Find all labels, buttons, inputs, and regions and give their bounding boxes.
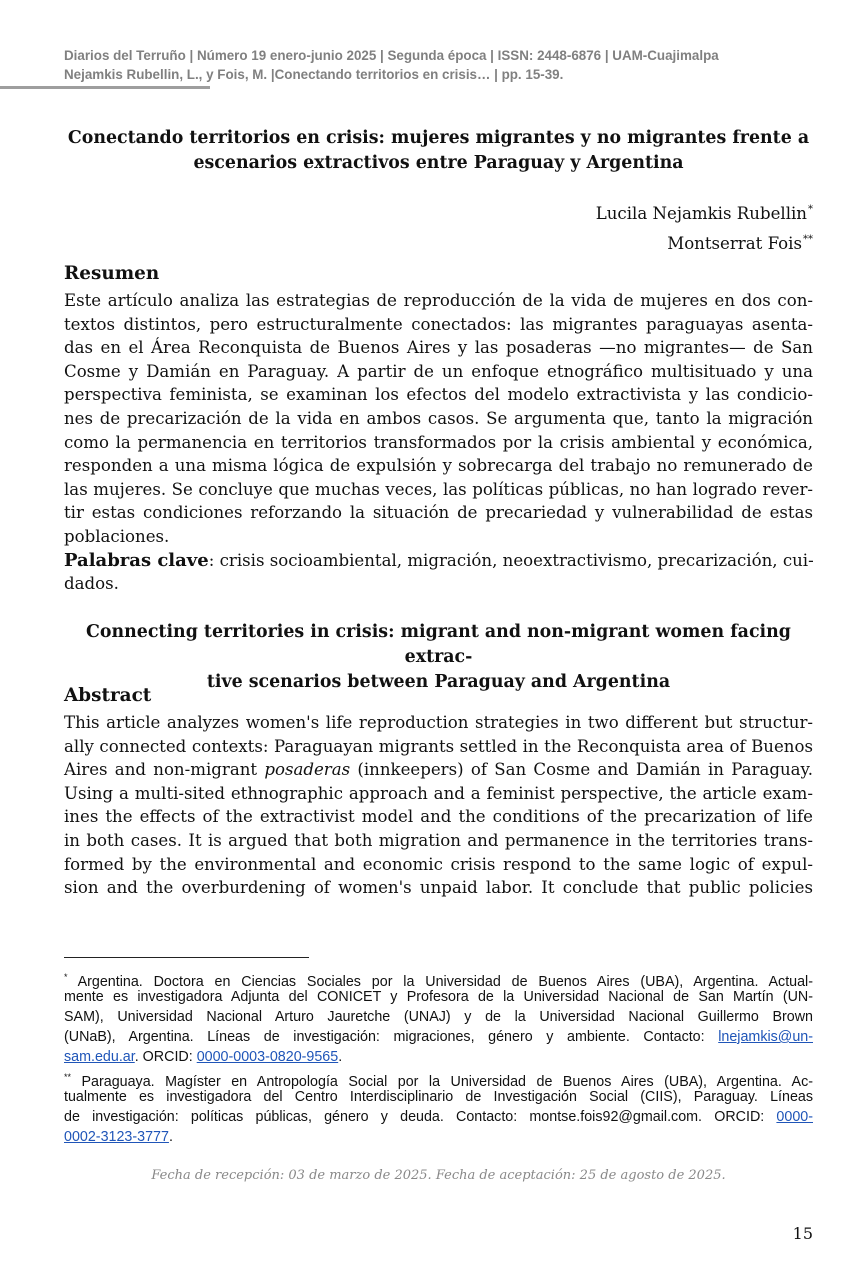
title-es-line-1: Conectando territorios en crisis: mujeres migrantes y no migrantes frente a: [67, 128, 810, 148]
orcid-label: . ORCID:: [134, 1049, 197, 1065]
header-rule: [0, 86, 210, 89]
resumen-line: responden a una misma lógica de expulsión y sobrecarga del trabajo no remunerado de: [64, 456, 813, 476]
running-header-line-2: Nejamkis Rubellin, L., y Fois, M. |Conectando territorios en crisis… | pp. 15-39.: [64, 67, 564, 82]
running-header-line-1: [64, 46, 824, 65]
abstract-line-3-a: Aires and non-migrant: [64, 760, 265, 780]
abstract-line: ines the effects of the extractivist model and the conditions of the precarization of life: [64, 807, 813, 827]
resumen-line: nes de precarización de la vida en ambos casos. Se argumenta que, tanto la migración: [64, 408, 813, 428]
author-2: [596, 227, 813, 257]
footnote-2-line-2: tualmente es investigadora del Centro Interdisciplinario de Investigación Social (CIIS), Paraguay. Líneas: [64, 1089, 813, 1105]
abstract-line: [64, 758, 813, 782]
title-es-line-2: escenarios extractivos entre Paraguay y Argentina: [193, 153, 684, 173]
resumen-line: las mujeres. Se concluye que muchas veces, las políticas públicas, no han logrado rever-: [64, 479, 813, 499]
abstract-line: Using a multi-sited ethnographic approach and a feminist perspective, the article exam-: [64, 783, 813, 803]
keywords-label: Palabras clave: [64, 549, 209, 571]
orcid-link-fois[interactable]: 0000-: [776, 1109, 813, 1125]
resumen-body: [64, 289, 813, 596]
footnote-separator: [64, 957, 309, 958]
resumen-line: das en el Área Reconquista de Buenos Aires y las posaderas —no migrantes— de San: [64, 338, 813, 358]
abstract-line: sion and the overburdening of women's unpaid labor. It conclude that public policies: [64, 878, 813, 898]
footnote-1-line-1: [64, 967, 813, 990]
resumen-line: tir estas condiciones reforzando la situación de precariedad y vulnerabilidad de estas: [64, 503, 813, 523]
footnote-2-end: .: [168, 1129, 173, 1145]
footnote-1-line-2: mente es investigadora Adjunta del CONICET y Profesora de la Universidad Nacional de San Martín (UN-: [64, 989, 813, 1005]
keywords-line-1: [64, 549, 813, 573]
running-header: [64, 46, 824, 84]
journal-name: Diarios del Terruño: [64, 48, 186, 63]
abstract-line: This article analyzes women's life reproduction strategies in two different but structur-: [64, 713, 813, 732]
orcid-link-fois-cont[interactable]: 0002-3123-3777: [64, 1129, 169, 1145]
abstract-line-3-b: (innkeepers) of San Cosme and Damián in Paraguay.: [350, 760, 813, 780]
page-number: 15: [792, 1224, 813, 1243]
footnote-1-line-5: [64, 1047, 813, 1067]
resumen-heading: Resumen: [64, 263, 160, 284]
footnote-2-contact-text: de investigación: políticas públicas, género y deuda. Contacto: montse.fois92@gmail.com. ORCID:: [64, 1109, 777, 1125]
resumen-line: como la permanencia en territorios transformados por la crisis ambiental y económica,: [64, 432, 813, 452]
footnote-2-line-3: [64, 1107, 813, 1127]
keywords-line-2: dados.: [64, 574, 119, 594]
abstract-body: [64, 711, 813, 900]
issue-info: | Número 19 enero-junio 2025 | Segunda época | ISSN: 2448-6876 | UAM-Cuajimalpa: [185, 48, 719, 63]
resumen-line: Cosme y Damián en Paraguay. A partir de un enfoque etnográfico multisituado y una: [64, 361, 813, 381]
footnote-2-text: Paraguaya. Magíster en Antropología Social por la Universidad de Buenos Aires (UBA), Argentina. Ac-: [71, 1074, 813, 1090]
abstract-heading: Abstract: [64, 685, 152, 706]
resumen-line: textos distintos, pero estructuralmente conectados: las migrantes paraguayas asenta-: [64, 314, 813, 334]
footnote-1-line-4: [64, 1027, 813, 1047]
abstract-line: in both cases. It is argued that both migration and permanence in the territories trans-: [64, 830, 813, 850]
footnote-1-mark: *: [64, 972, 68, 982]
author-1: [596, 197, 813, 227]
resumen-line: perspectiva feminista, se examinan los efectos del modelo extractivista y las condicio-: [64, 385, 813, 405]
abstract-line: ally connected contexts: Paraguayan migrants settled in the Reconquista area of Buenos: [64, 736, 813, 756]
footnote-1-text: Argentina. Doctora en Ciencias Sociales por la Universidad de Buenos Aires (UBA), Argentina. Actual-: [67, 974, 813, 990]
author-list: [596, 197, 813, 257]
footnote-1-line-3: SAM), Universidad Nacional Arturo Jauretche (UNAJ) y de la Universidad Nacional Guillermo Brown: [64, 1009, 813, 1025]
author-2-name: Montserrat Fois: [667, 234, 802, 253]
resumen-line: Este artículo analiza las estrategias de reproducción de la vida de mujeres en dos con-: [64, 291, 813, 310]
author-1-footnote-mark[interactable]: *: [808, 204, 813, 215]
email-link-nejamkis-cont[interactable]: sam.edu.ar: [64, 1049, 135, 1065]
email-link-nejamkis[interactable]: lnejamkis@un-: [718, 1029, 813, 1045]
footnote-2-mark: **: [64, 1072, 72, 1082]
reception-dates: Fecha de recepción: 03 de marzo de 2025. Fecha de aceptación: 25 de agosto de 2025.: [151, 1168, 726, 1183]
resumen-line: poblaciones.: [64, 526, 170, 546]
title-en-line-2: tive scenarios between Paraguay and Argentina: [206, 672, 671, 692]
keywords-text: : crisis socioambiental, migración, neoextractivismo, precarización, cui-: [208, 550, 814, 570]
article-title-en: [64, 620, 813, 695]
footnote-2-line-4: [64, 1127, 813, 1147]
orcid-link-nejamkis[interactable]: 0000-0003-0820-9565: [196, 1049, 339, 1065]
abstract-term-posaderas: posaderas: [264, 760, 351, 780]
author-1-name: Lucila Nejamkis Rubellin: [595, 204, 807, 223]
article-title-es: [64, 126, 813, 176]
footnote-2-line-1: [64, 1067, 813, 1090]
title-en-line-1: Connecting territories in crisis: migrant and non-migrant women facing extrac-: [86, 622, 791, 667]
footnotes: [64, 967, 813, 1147]
abstract-line: formed by the environmental and economic crisis respond to the same logic of expul-: [64, 854, 813, 874]
author-2-footnote-mark[interactable]: **: [803, 234, 813, 245]
footnote-1-contact-text: (UNaB), Argentina. Líneas de investigación: migraciones, género y ambiente. Contacto:: [64, 1029, 719, 1045]
footnote-1-end: .: [338, 1049, 343, 1065]
